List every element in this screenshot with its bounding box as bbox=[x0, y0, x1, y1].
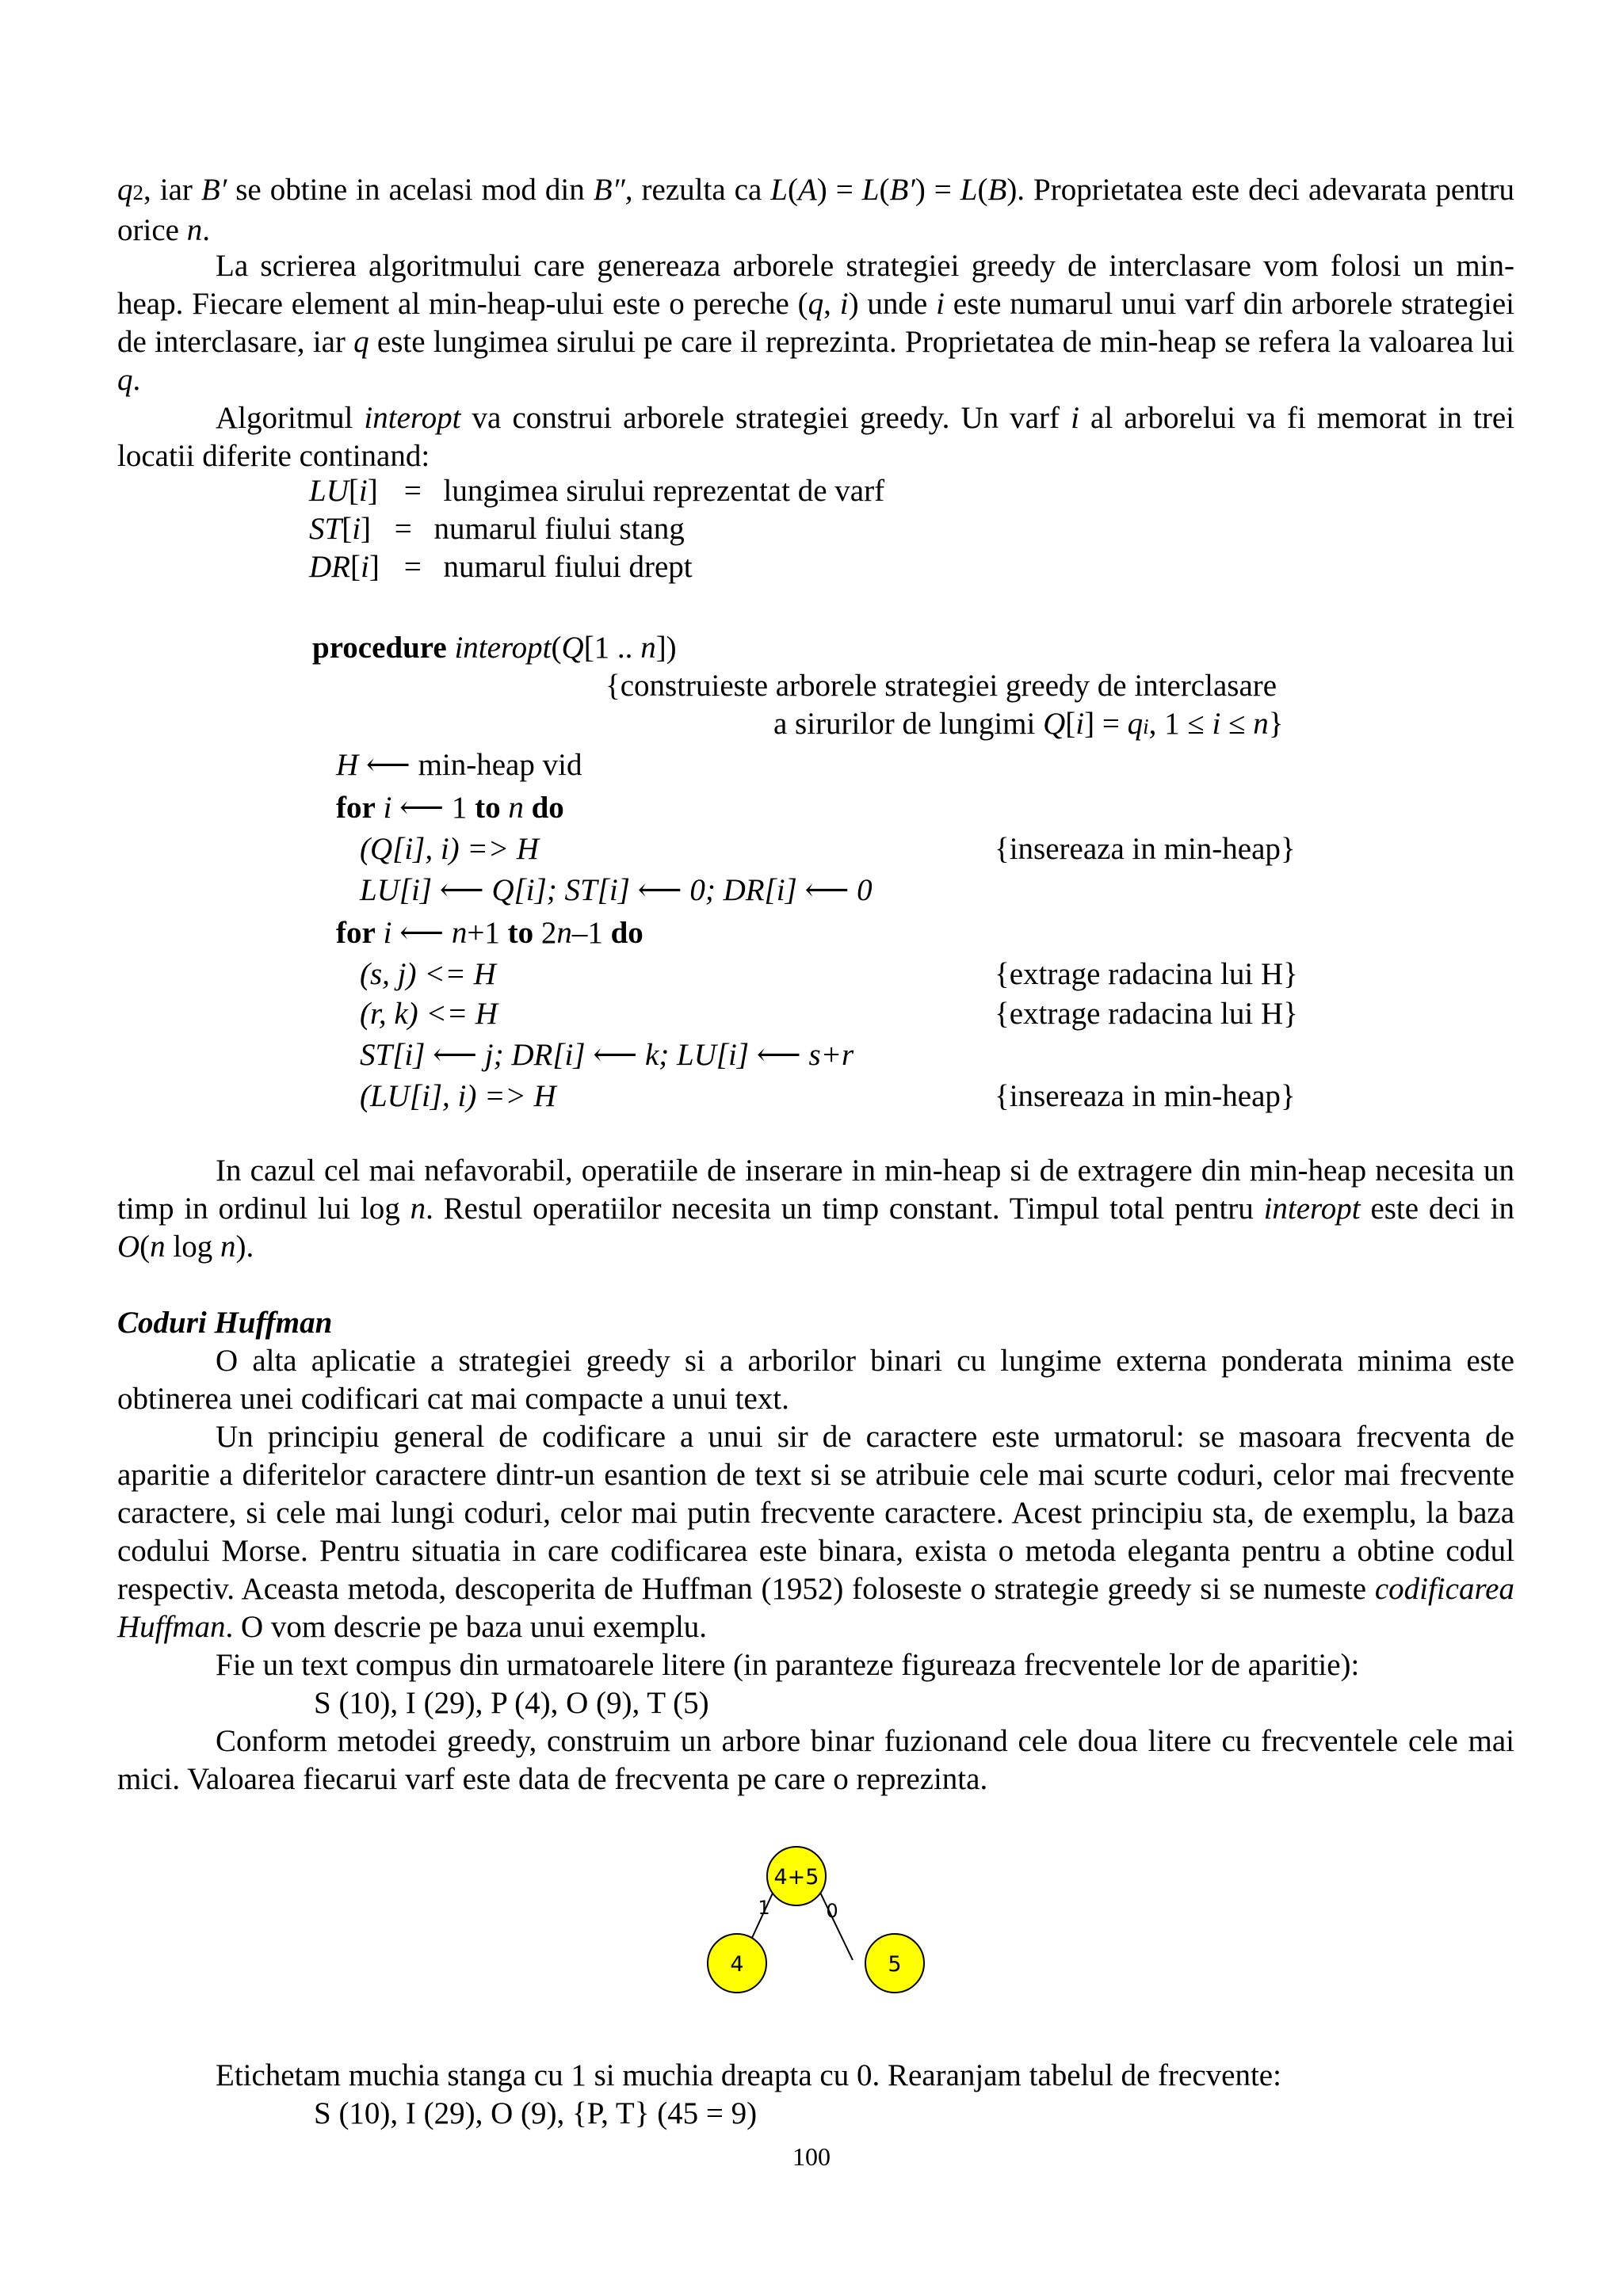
paragraph-huffman-intro: O alta aplicatie a strategiei greedy si a arborilor binari cu lungime externa ponderata minima este obtinerea unei codificari cat mai compacte a unui text. bbox=[117, 1344, 1514, 1416]
paragraph-interopt-intro: Algoritmul interopt va construi arborele strategiei greedy. Un varf i al arborelui va fi memorat in trei locatii diferite continand: bbox=[117, 401, 1514, 473]
page-number: 100 bbox=[792, 2142, 831, 2171]
procedure-comment-line1: {construieste arborele strategiei greedy de interclasare bbox=[605, 669, 1277, 703]
tree-edge-label-left: 1 bbox=[758, 1897, 770, 1919]
tree-right-label: 5 bbox=[888, 1952, 902, 1977]
tree-root-label: 4+5 bbox=[773, 1865, 819, 1890]
paragraph-coding-principle: Un principiu general de codificare a unui sir de caractere este urmatorul: se masoara frecventa de aparitie a diferitelor caractere dintr-un esantion de text si se atribuie cele mai scurte coduri, celor mai frecvente caractere, si cele mai lungi coduri, celor mai putin frecvente caractere. Acest principiu sta, de exemplu, la baza codului Morse. Pentru situatia in care codificarea este binara, exista o metoda eleganta pentru a obtine codul respectiv. Aceasta metoda, descoperita de Huffman (1952) foloseste o strategie greedy si se numeste codificarea Huffman. O vom descrie pe baza unui exemplu. bbox=[117, 1420, 1514, 1644]
tree-edge-label-right: 0 bbox=[826, 1900, 838, 1922]
comment-insert-2: {insereaza in min-heap} bbox=[995, 1079, 1296, 1113]
definition-st: ST[i] = numarul fiului stang bbox=[309, 512, 685, 546]
frequency-list-2: S (10), I (29), O (9), {P, T} (45 = 9) bbox=[314, 2096, 758, 2130]
code-extract-2: (r, k) <= H bbox=[360, 997, 498, 1031]
procedure-header: procedure interopt(Q[1 .. n]) bbox=[312, 631, 677, 665]
procedure-comment-line2: a sirurilor de lungimi Q[i] = qi, 1 ≤ i ≤ n} bbox=[773, 707, 1284, 741]
code-for-loop-1: for i ⟵ 1 to n do bbox=[336, 791, 564, 825]
huffman-tree-diagram bbox=[697, 1838, 935, 1997]
paragraph-min-heap: La scrierea algoritmului care genereaza arborele strategiei greedy de interclasare vom folosi un min-heap. Fiecare element al min-heap-ului este o pereche (q, i) unde i este numarul unui varf din arborele strategiei de interclasare, iar q este lungimea sirului pe care il reprezinta. Proprietatea de min-heap se refera la valoarea lui q. bbox=[117, 249, 1514, 397]
comment-extract-1: {extrage radacina lui H} bbox=[995, 957, 1298, 991]
section-title-huffman: Coduri Huffman bbox=[117, 1306, 333, 1340]
definition-dr: DR[i] = numarul fiului drept bbox=[309, 550, 693, 584]
code-for-loop-2: for i ⟵ n+1 to 2n–1 do bbox=[336, 916, 643, 950]
array-definitions bbox=[309, 472, 884, 586]
code-insert-2: (LU[i], i) => H bbox=[360, 1079, 556, 1113]
definition-lu: LU[i] = lungimea sirului reprezentat de varf bbox=[309, 474, 885, 508]
comment-insert-1: {insereaza in min-heap} bbox=[995, 832, 1296, 866]
code-insert-1: (Q[i], i) => H bbox=[360, 832, 539, 866]
code-extract-1: (s, j) <= H bbox=[360, 957, 496, 991]
code-heap-init: H ⟵ min-heap vid bbox=[336, 748, 582, 782]
comment-extract-2: {extrage radacina lui H} bbox=[995, 997, 1298, 1031]
code-assign-children: ST[i] ⟵ j; DR[i] ⟵ k; LU[i] ⟵ s+r bbox=[360, 1038, 854, 1072]
code-init-arrays: LU[i] ⟵ Q[i]; ST[i] ⟵ 0; DR[i] ⟵ 0 bbox=[360, 873, 873, 907]
paragraph-complexity: In cazul cel mai nefavorabil, operatiile de inserare in min-heap si de extragere din min-heap necesita un timp in ordinul lui log n. Restul operatiilor necesita un timp constant. Timpul total pentru interopt este deci in O(n log n). bbox=[117, 1154, 1514, 1264]
paragraph-example-text: Fie un text compus din urmatoarele litere (in paranteze figureaza frecventele lor de aparitie): bbox=[216, 1648, 1360, 1682]
tree-left-label: 4 bbox=[730, 1952, 744, 1977]
paragraph-edge-labels: Etichetam muchia stanga cu 1 si muchia dreapta cu 0. Rearanjam tabelul de frecvente: bbox=[216, 2058, 1281, 2092]
paragraph-proof-conclusion: q2, iar B′ se obtine in acelasi mod din B″, rezulta ca L(A) = L(B′) = L(B). Proprietatea este deci adevarata pentru orice n. bbox=[117, 173, 1515, 247]
paragraph-greedy-merge: Conform metodei greedy, construim un arbore binar fuzionand cele doua litere cu frecventele cele mai mici. Valoarea fiecarui varf este data de frecventa pe care o reprezinta. bbox=[117, 1724, 1514, 1796]
frequency-list-1: S (10), I (29), P (4), O (9), T (5) bbox=[314, 1686, 709, 1720]
